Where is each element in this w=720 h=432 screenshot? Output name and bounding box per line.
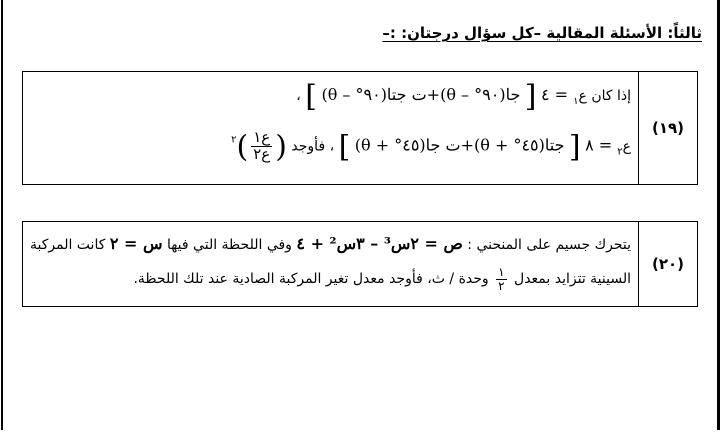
rate-denominator: ٢: [498, 278, 505, 293]
section-title: ثالثاً: الأسئلة المقالية –كل سؤال درجتان: :–: [382, 24, 702, 42]
z2-subscript: ٢: [617, 146, 623, 158]
question-number: (٢٠): [651, 255, 685, 273]
ratio-power: ٢: [231, 134, 237, 146]
ratio-fraction: [251, 130, 272, 163]
z1-equals: = ٤: [540, 85, 574, 104]
q20-text-d: السينية تتزايد بمعدل: [509, 271, 631, 288]
question-20-box: [22, 221, 698, 307]
question-20-line-1: [30, 234, 631, 253]
question-number: (١٩): [651, 119, 685, 137]
z2-equals: = ٨: [585, 135, 618, 155]
ratio-numerator: ع١: [253, 128, 271, 146]
ratio-denominator: ع٢: [253, 144, 271, 163]
q20-text-c: كانت المركبة: [29, 237, 106, 253]
x-condition: س = ٢: [109, 234, 163, 253]
z2-expression: جتا(٤٥° + θ)+ت جا(٤٥° + θ): [354, 135, 565, 155]
q20-text-b: وفي اللحظة التي فيها: [162, 237, 292, 253]
curve-equation: ص = ٢س³ – ٣س² + ٤: [296, 234, 463, 253]
question-number-column: [638, 222, 697, 306]
q20-text-a: يتحرك جسيم على المنحني :: [462, 237, 631, 253]
question-number-column: [638, 72, 697, 184]
z1-subscript: ١: [573, 96, 579, 107]
z1-expression: جا(٩٠° – θ)+ت جتا(٩٠° – θ): [321, 85, 521, 104]
question-19-line-1: إذا كان ع$_١$ = ٤ [ جا(٩٠° – θ)+ت جتا(٩٠° – θ) ] ،: [296, 79, 631, 114]
q20-text-e: وحدة / ث، فأوجد معدل تغير المركبة الصادية عند تلك اللحظة.: [133, 271, 489, 288]
question-20-line-2: [133, 266, 631, 292]
find-text: ، فأوجد: [291, 138, 335, 155]
z2-lead: ع: [622, 138, 631, 155]
rate-fraction: [496, 266, 506, 292]
question-19-line-2: ع$_٢$ = ٨ [ جتا(٤٥° + θ)+ت جا(٤٥° + θ) ] ، فأوجد ( $\frac{\text{ع١}}{\text{ع٢}}$ )$^٢$: [231, 128, 631, 165]
rate-numerator: ١: [498, 265, 505, 279]
page-frame: [1, 0, 720, 430]
question-19-box: [22, 71, 698, 185]
z1-lead: إذا كان ع: [578, 88, 631, 104]
z1-comma: ،: [296, 88, 301, 104]
